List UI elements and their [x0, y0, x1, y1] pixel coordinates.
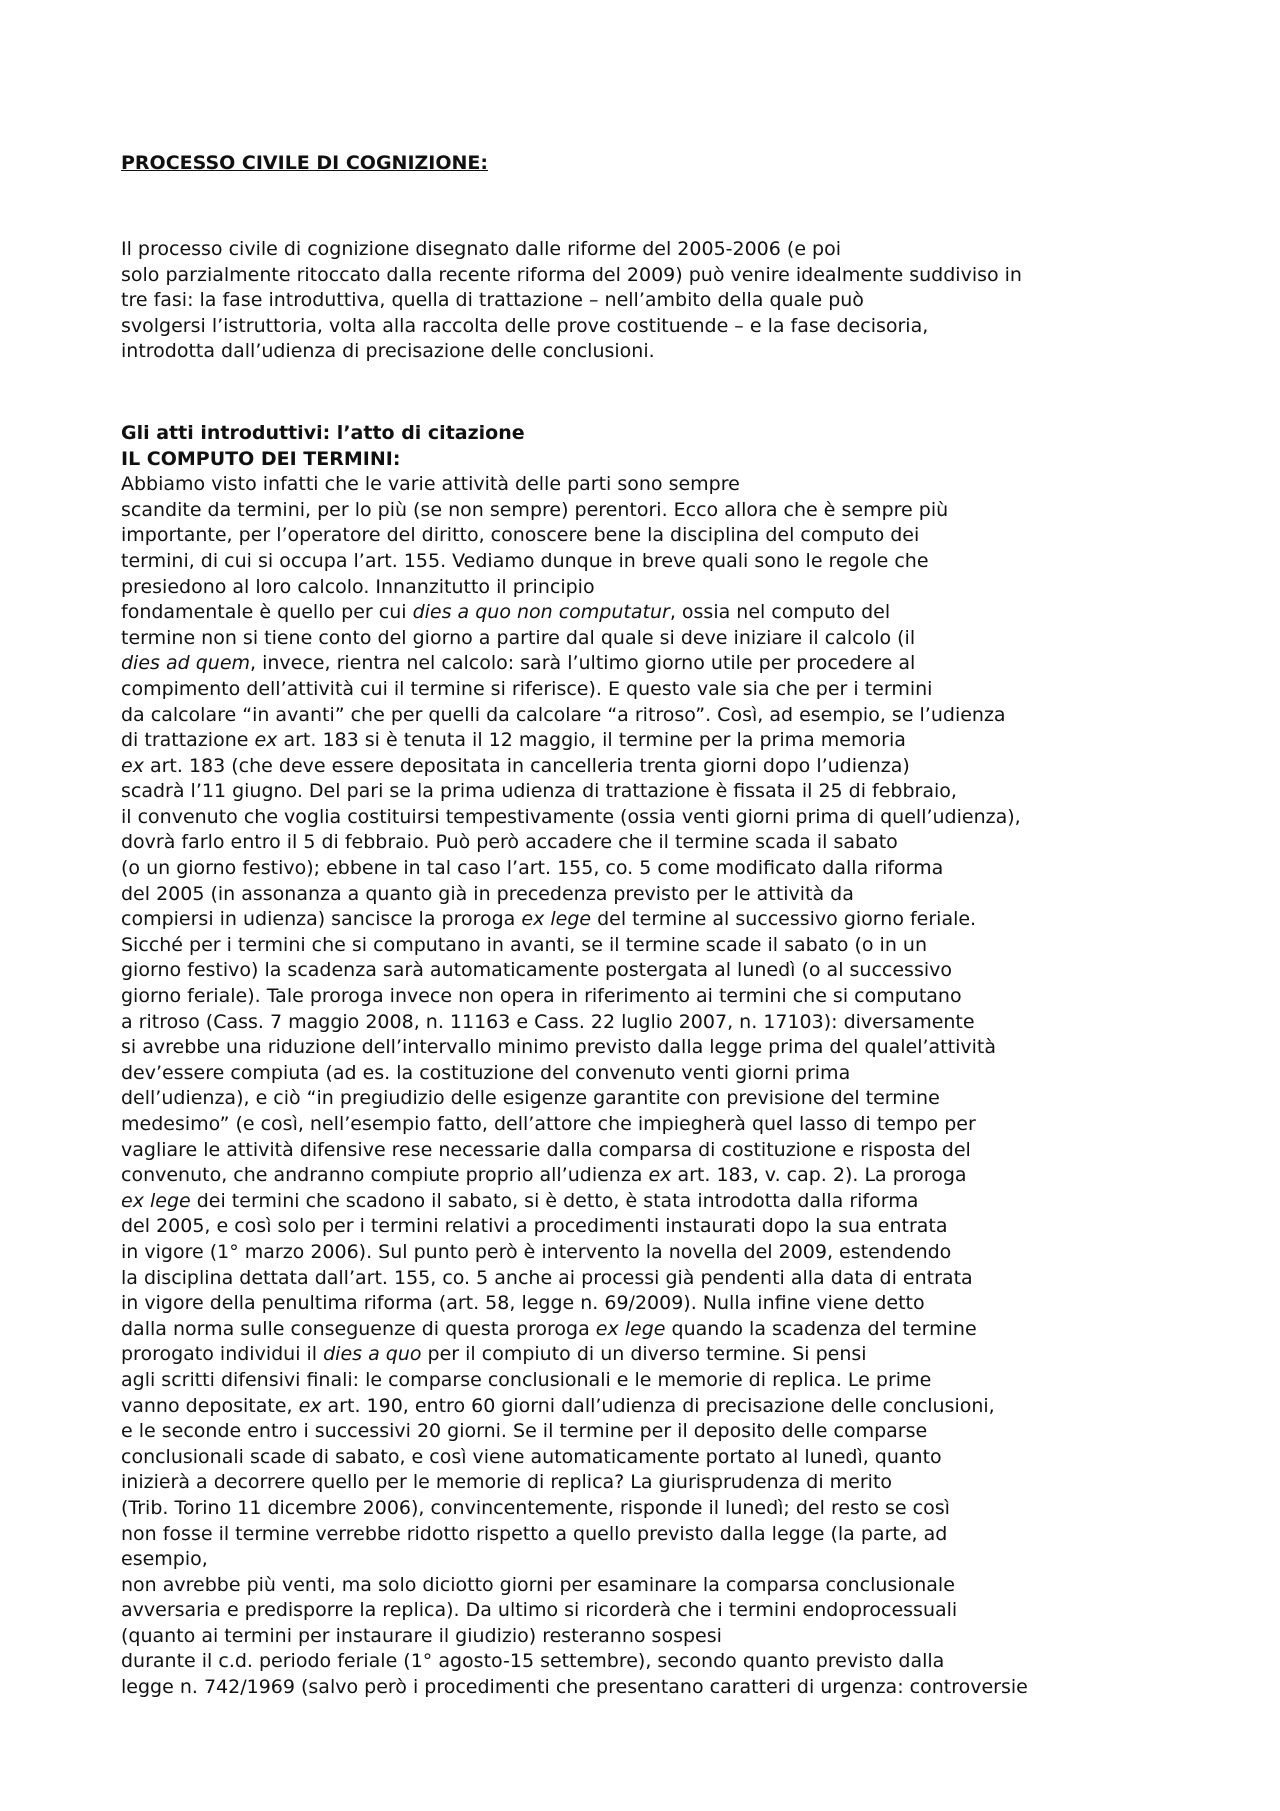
text-segment: Abbiamo visto infatti che le varie attività delle parti sono sempre — [121, 473, 740, 496]
text-segment: del 2005 (in assonanza a quanto già in precedenza previsto per le attività da — [121, 882, 854, 905]
text-line — [121, 677, 1166, 703]
text-line — [121, 626, 1166, 652]
text-line — [121, 933, 1166, 959]
text-line — [121, 1112, 1166, 1138]
text-segment: e le seconde entro i successivi 20 giorni. Se il termine per il deposito delle comparse — [121, 1420, 928, 1443]
text-segment: legge n. 742/1969 (salvo però i procedimenti che presentano caratteri di urgenza: controversie — [121, 1676, 1028, 1699]
text-segment: il convenuto che voglia costituirsi tempestivamente (ossia venti giorni prima di quell’udienza), — [121, 805, 1021, 828]
italic-term: ex — [121, 754, 144, 777]
text-segment: presiedono al loro calcolo. Innanzitutto il principio — [121, 575, 595, 598]
text-segment: , ossia nel computo del — [669, 601, 891, 624]
text-segment: art. 190, entro 60 giorni dall’udienza di precisazione delle conclusioni, — [321, 1394, 995, 1417]
text-segment: del termine al successivo giorno feriale. — [591, 908, 977, 931]
text-segment: prorogato individui il — [121, 1343, 324, 1366]
text-segment: non avrebbe più venti, ma solo diciotto giorni per esaminare la comparsa conclusionale — [121, 1573, 955, 1596]
text-line — [121, 1419, 1166, 1445]
text-line — [121, 1138, 1166, 1164]
text-segment: avversaria e predisporre la replica). Da ultimo si ricorderà che i termini endoprocessuali — [121, 1599, 958, 1622]
italic-term: dies a quo — [323, 1343, 422, 1366]
text-segment: compimento dell’attività cui il termine si riferisce). E questo vale sia che per i termini — [121, 677, 933, 700]
italic-term: ex lege — [521, 908, 592, 931]
text-segment: agli scritti difensivi finali: le comparse conclusionali e le memorie di replica. Le prime — [121, 1368, 932, 1391]
text-segment: (Trib. Torino 11 dicembre 2006), convincentemente, risponde il lunedì; del resto se così — [121, 1496, 950, 1519]
document-body — [121, 150, 1166, 1701]
text-line — [121, 1598, 1166, 1624]
text-segment: dev’essere compiuta (ad es. la costituzione del convenuto venti giorni prima — [121, 1061, 851, 1084]
text-line — [121, 1342, 1166, 1368]
text-line — [121, 958, 1166, 984]
text-line — [121, 1214, 1166, 1240]
text-line — [121, 728, 1166, 754]
text-segment: per il compiuto di un diverso termine. Si pensi — [421, 1343, 867, 1366]
text-line — [121, 1445, 1166, 1471]
text-line — [121, 1035, 1166, 1061]
intro-paragraph — [121, 237, 1166, 365]
text-line: introdotta dall’udienza di precisazione delle conclusioni. — [121, 340, 655, 363]
text-line — [121, 575, 1166, 601]
text-line — [121, 779, 1166, 805]
text-line: solo parzialmente ritoccato dalla recente riforma del 2009) può venire idealmente suddiviso in — [121, 263, 1022, 286]
text-line — [121, 830, 1166, 856]
text-line — [121, 600, 1166, 626]
section-headings — [121, 421, 1166, 472]
text-segment: termine non si tiene conto del giorno a partire dal quale si deve iniziare il calcolo (il — [121, 626, 916, 649]
text-segment: conclusionali scade di sabato, e così viene automaticamente portato al lunedì, quanto — [121, 1445, 942, 1468]
text-segment: del 2005, e così solo per i termini relativi a procedimenti instaurati dopo la sua entrata — [121, 1215, 948, 1238]
text-segment: la disciplina dettata dall’art. 155, co. 5 anche ai processi già pendenti alla data di entrata — [121, 1266, 973, 1289]
text-line — [121, 703, 1166, 729]
text-line — [121, 754, 1166, 780]
text-segment: da calcolare “in avanti” che per quelli da calcolare “a ritroso”. Così, ad esempio, se l’udienza — [121, 703, 1006, 726]
text-segment: medesimo” (e così, nell’esempio fatto, dell’attore che impiegherà quel lasso di tempo per — [121, 1113, 976, 1135]
text-segment: si avrebbe una riduzione dell’intervallo minimo previsto dalla legge prima del qualel’attività — [121, 1036, 996, 1059]
text-line — [121, 984, 1166, 1010]
text-line: Il processo civile di cognizione disegnato dalle riforme del 2005-2006 (e poi — [121, 238, 842, 260]
text-line — [121, 1291, 1166, 1317]
text-segment: a ritroso (Cass. 7 maggio 2008, n. 11163 e Cass. 22 luglio 2007, n. 17103): diversamente — [121, 1010, 975, 1033]
text-segment: non fosse il termine verrebbe ridotto rispetto a quello previsto dalla legge (la parte, ad — [121, 1522, 948, 1545]
text-segment: giorno feriale). Tale proroga invece non opera in riferimento ai termini che si computano — [121, 985, 962, 1008]
italic-term: ex — [648, 1164, 672, 1187]
text-line — [121, 1240, 1166, 1266]
section-heading-atti-introduttivi: Gli atti introduttivi: l’atto di citazione — [121, 421, 525, 444]
text-segment: art. 183, v. cap. 2). La proroga — [671, 1164, 967, 1187]
text-segment: dalla norma sulle conseguenze di questa proroga — [121, 1317, 596, 1340]
italic-term: ex lege — [121, 1189, 191, 1212]
text-segment: dei termini che scadono il sabato, si è detto, è stata introdotta dalla riforma — [190, 1189, 919, 1212]
text-segment: vanno depositate, — [121, 1394, 299, 1417]
text-segment: giorno festivo) la scadenza sarà automaticamente postergata al lunedì (o al successivo — [121, 959, 952, 982]
text-line — [121, 498, 1166, 524]
text-line — [121, 523, 1166, 549]
text-line — [121, 549, 1166, 575]
text-line — [121, 1061, 1166, 1087]
computo-termini-paragraph — [121, 472, 1166, 1701]
text-segment: art. 183 si è tenuta il 12 maggio, il termine per la prima memoria — [277, 729, 906, 752]
italic-term: dies a quo non computatur — [412, 601, 670, 624]
text-line — [121, 1086, 1166, 1112]
text-line — [121, 1522, 1166, 1548]
text-segment: convenuto, che andranno compiute proprio all’udienza — [121, 1164, 649, 1187]
text-segment: (o un giorno festivo); ebbene in tal caso l’art. 155, co. 5 come modificato dalla riforma — [121, 857, 944, 880]
italic-term: ex — [298, 1394, 322, 1417]
text-segment: quando la scadenza del termine — [665, 1317, 977, 1340]
text-segment: , invece, rientra nel calcolo: sarà l’ultimo giorno utile per procedere al — [250, 652, 916, 675]
section-heading-computo-termini: IL COMPUTO DEI TERMINI: — [121, 447, 401, 470]
text-segment: vagliare le attività difensive rese necessarie dalla comparsa di costituzione e risposta del — [121, 1138, 971, 1161]
text-line — [121, 1470, 1166, 1496]
text-line — [121, 1547, 1166, 1573]
text-line — [121, 1010, 1166, 1036]
italic-term: ex lege — [595, 1317, 666, 1340]
text-segment: Sicché per i termini che si computano in avanti, se il termine scade il sabato (o in un — [121, 933, 927, 956]
text-line: tre fasi: la fase introduttiva, quella di trattazione – nell’ambito della quale può — [121, 289, 864, 312]
text-line — [121, 472, 1166, 498]
text-line — [121, 1649, 1166, 1675]
text-segment: dovrà farlo entro il 5 di febbraio. Può però accadere che il termine scada il sabato — [121, 831, 898, 854]
text-line — [121, 882, 1166, 908]
text-segment: in vigore (1° marzo 2006). Sul punto però è intervento la novella del 2009, estendendo — [121, 1240, 952, 1263]
text-segment: inizierà a decorrere quello per le memorie di replica? La giurisprudenza di merito — [121, 1471, 893, 1494]
italic-term: ex — [254, 729, 278, 752]
text-segment: dell’udienza), e ciò “in pregiudizio delle esigenze garantite con previsione del termine — [121, 1087, 940, 1110]
text-line — [121, 651, 1166, 677]
text-line — [121, 1624, 1166, 1650]
text-segment: termini, di cui si occupa l’art. 155. Vediamo dunque in breve quali sono le regole che — [121, 549, 929, 572]
text-segment: importante, per l’operatore del diritto, conoscere bene la disciplina del computo dei — [121, 524, 920, 547]
text-segment: (quanto ai termini per instaurare il giudizio) resteranno sospesi — [121, 1624, 722, 1647]
text-segment: durante il c.d. periodo feriale (1° agosto-15 settembre), secondo quanto previsto dalla — [121, 1650, 945, 1673]
text-line — [121, 1317, 1166, 1343]
text-line — [121, 1368, 1166, 1394]
text-line — [121, 1163, 1166, 1189]
text-line — [121, 856, 1166, 882]
text-line — [121, 1675, 1166, 1701]
text-line — [121, 1394, 1166, 1420]
text-line — [121, 805, 1166, 831]
text-line — [121, 1496, 1166, 1522]
document-title: PROCESSO CIVILE DI COGNIZIONE: — [121, 152, 488, 174]
text-segment: esempio, — [121, 1548, 208, 1571]
text-segment: in vigore della penultima riforma (art. 58, legge n. 69/2009). Nulla infine viene detto — [121, 1292, 925, 1315]
text-segment: scadrà l’11 giugno. Del pari se la prima udienza di trattazione è fissata il 25 di febbraio, — [121, 780, 957, 803]
text-segment: compiersi in udienza) sancisce la proroga — [121, 908, 522, 931]
text-segment: art. 183 (che deve essere depositata in cancelleria trenta giorni dopo l’udienza) — [143, 754, 910, 777]
text-line: svolgersi l’istruttoria, volta alla raccolta delle prove costituende – e la fase decisoria, — [121, 314, 929, 337]
text-segment: di trattazione — [121, 729, 255, 752]
text-line — [121, 1573, 1166, 1599]
text-line — [121, 1189, 1166, 1215]
italic-term: dies ad quem — [121, 652, 251, 675]
text-segment: scandite da termini, per lo più (se non sempre) perentori. Ecco allora che è sempre più — [121, 498, 949, 521]
text-line — [121, 907, 1166, 933]
text-line — [121, 1266, 1166, 1292]
text-segment: fondamentale è quello per cui — [121, 601, 413, 624]
